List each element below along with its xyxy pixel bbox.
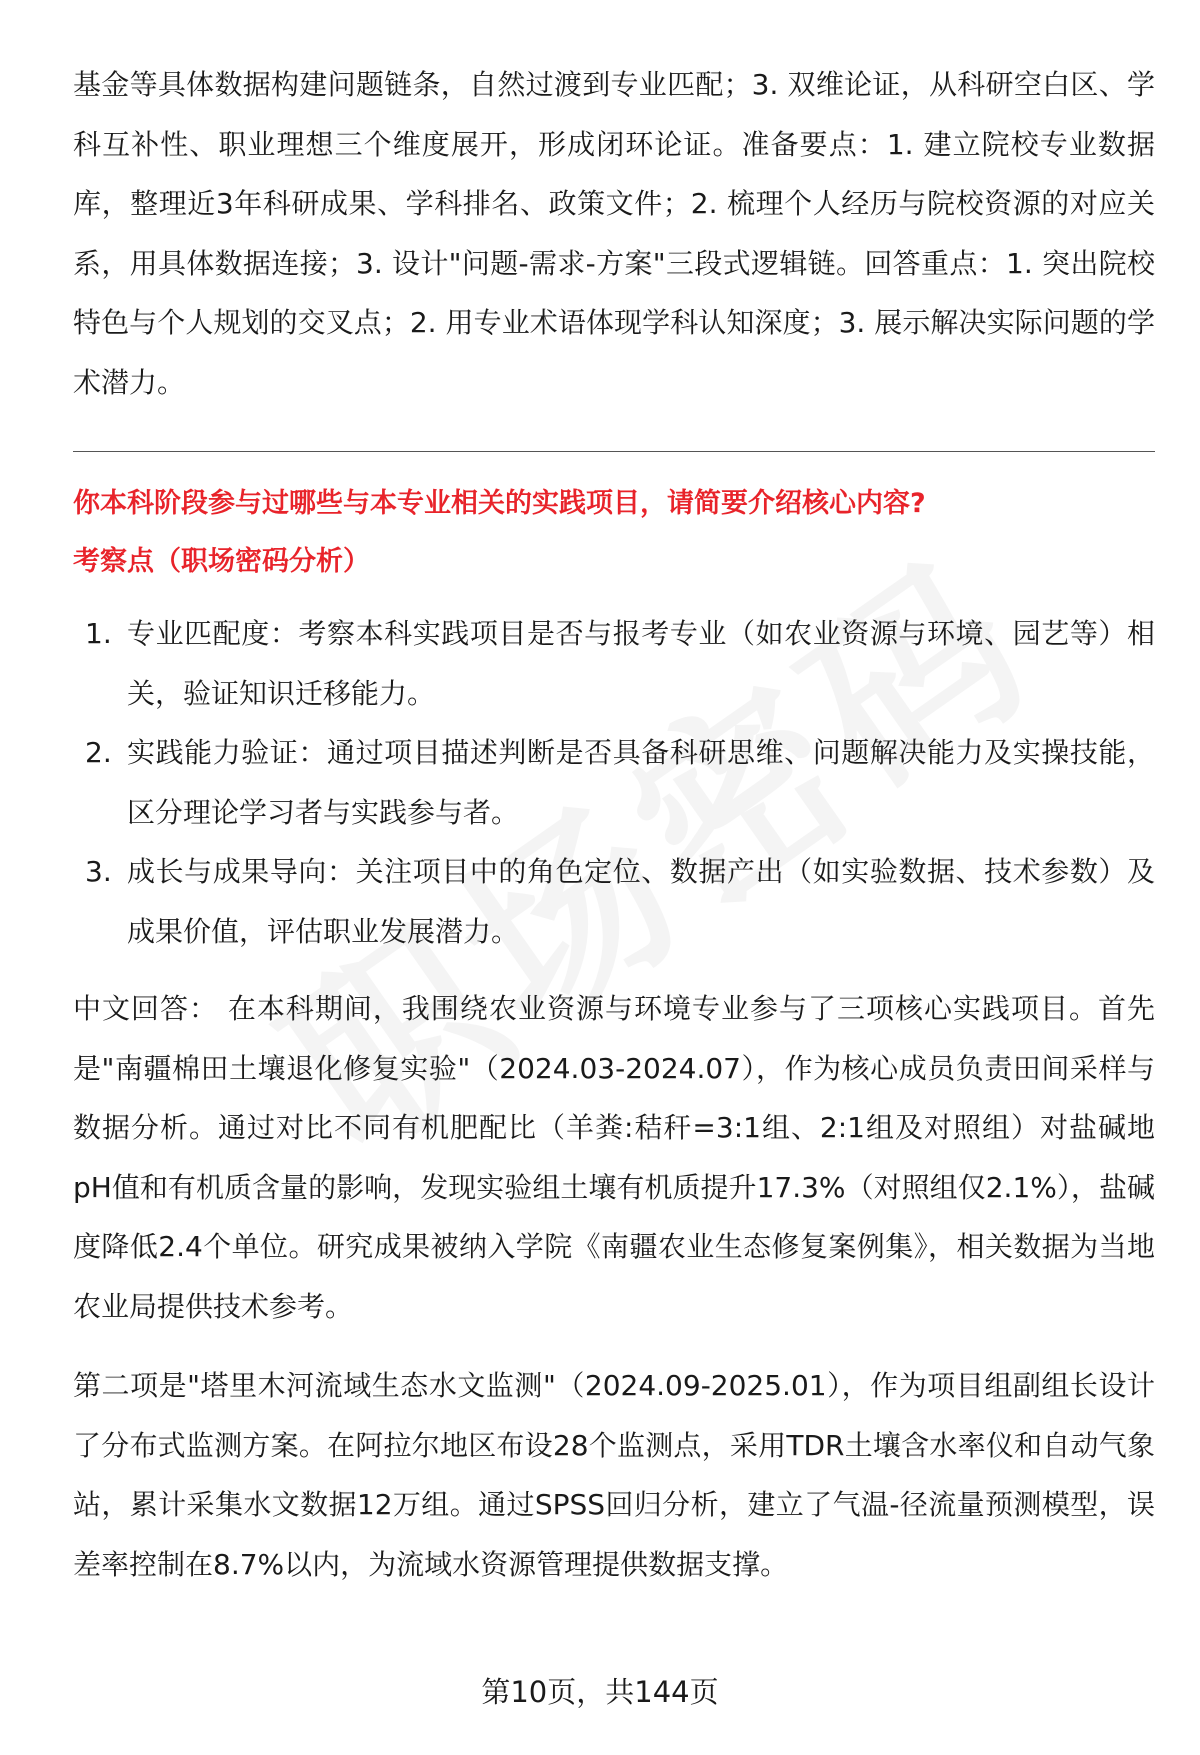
answer-section	[73, 979, 1155, 1336]
list-item	[73, 604, 1155, 723]
list-item-number: 3.	[85, 855, 112, 888]
list-item-text: 专业匹配度：考察本科实践项目是否与报考专业（如农业资源与环境、园艺等）相关，验证知识迁移能力。	[127, 617, 1155, 710]
section-divider	[73, 451, 1155, 452]
list-item-number: 1.	[85, 617, 112, 650]
list-item	[73, 723, 1155, 842]
question-heading: 你本科阶段参与过哪些与本专业相关的实践项目，请简要介绍核心内容?	[73, 488, 926, 519]
answer-paragraph-2: 第二项是"塔里木河流域生态水文监测"（2024.09-2025.01），作为项目组副组长设计了分布式监测方案。在阿拉尔地区布设28个监测点，采用TDR土壤含水率仪和自动气象站，累计采集水文数据12万组。通过SPSS回归分析，建立了气温-径流量预测模型，误差率控制在8.7%以内，为流域水资源管理提供数据支撑。	[73, 1369, 1155, 1581]
list-item-number: 2.	[85, 736, 112, 769]
answer-section-2	[73, 1356, 1155, 1594]
document-page	[73, 55, 1155, 1594]
list-item-text: 实践能力验证：通过项目描述判断是否具备科研思维、问题解决能力及实操技能，区分理论学习者与实践参与者。	[127, 736, 1155, 829]
list-item	[73, 842, 1155, 961]
answer-paragraph-1: 中文回答： 在本科期间，我围绕农业资源与环境专业参与了三项核心实践项目。首先是"南疆棉田土壤退化修复实验"（2024.03-2024.07），作为核心成员负责田间采样与数据分析。通过对比不同有机肥配比（羊粪:秸秆=3:1组、2:1组及对照组）对盐碱地pH值和有机质含量的影响，发现实验组土壤有机质提升17.3%（对照组仅2.1%），盐碱度降低2.4个单位。研究成果被纳入学院《南疆农业生态修复案例集》，相关数据为当地农业局提供技术参考。	[73, 992, 1155, 1323]
intro-paragraph: 基金等具体数据构建问题链条，自然过渡到专业匹配；3. 双维论证，从科研空白区、学科互补性、职业理想三个维度展开，形成闭环论证。准备要点：1. 建立院校专业数据库，整理近3年科研成果、学科排名、政策文件；2. 梳理个人经历与院校资源的对应关系，用具体数据连接；3. 设计"问题-需求-方案"三段式逻辑链。回答重点：1. 突出院校特色与个人规划的交叉点；2. 用专业术语体现学科认知深度；3. 展示解决实际问题的学术潜力。	[73, 68, 1155, 399]
focus-points-list	[73, 604, 1155, 961]
page-footer: 第10页，共144页	[481, 1675, 719, 1709]
list-item-text: 成长与成果导向：关注项目中的角色定位、数据产出（如实验数据、技术参数）及成果价值，评估职业发展潜力。	[127, 855, 1155, 948]
focus-points-title: 考察点（职场密码分析）	[73, 546, 370, 577]
